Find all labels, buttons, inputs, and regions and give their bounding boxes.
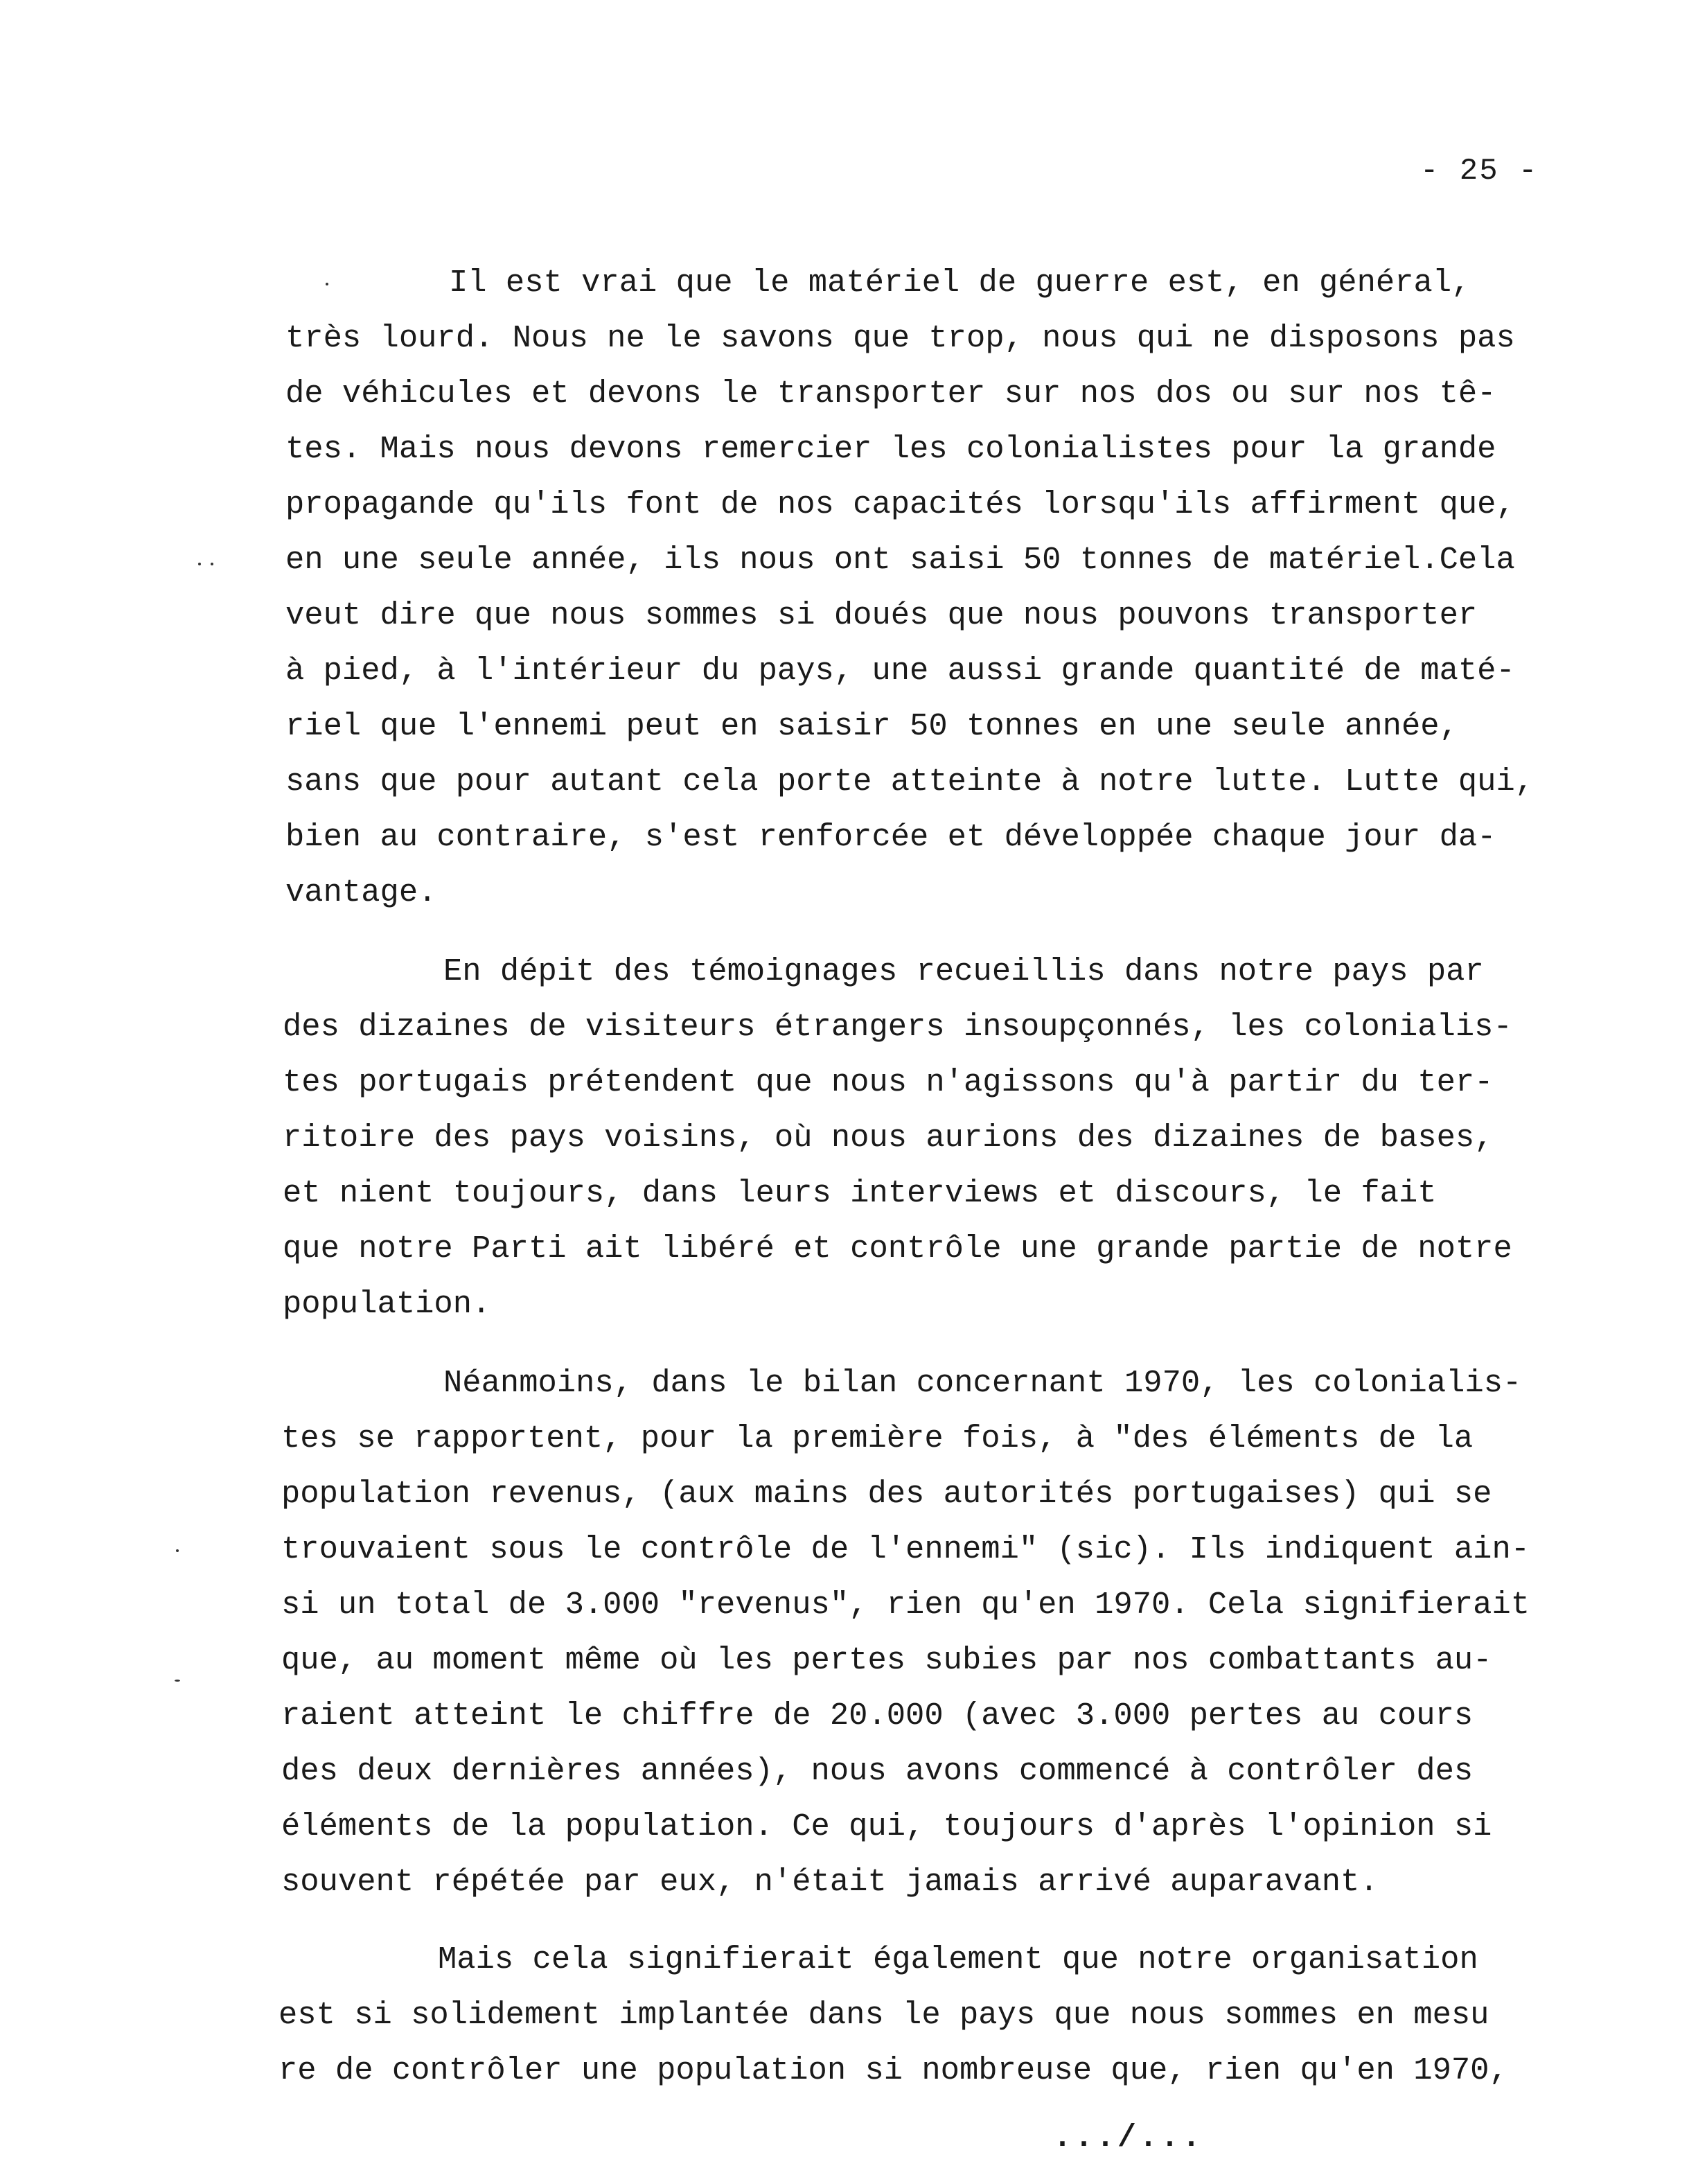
scan-speck [211, 563, 213, 565]
scan-speck [175, 1680, 180, 1682]
paragraph-2-line-4: ritoire des pays voisins, où nous aurions des dizaines de bases, [283, 1120, 1494, 1156]
paragraph-1-line-5: propagande qu'ils font de nos capacités lorsqu'ils affirment que, [285, 486, 1515, 522]
paragraph-2-line-7: population. [283, 1286, 491, 1322]
scan-speck [198, 563, 201, 565]
continuation-marker: .../... [1053, 2120, 1204, 2156]
paragraph-3-line-3: population revenus, (aux mains des autorités portugaises) qui se [281, 1476, 1492, 1512]
paragraph-2-line-6: que notre Parti ait libéré et contrôle une grande partie de notre [283, 1231, 1512, 1267]
paragraph-1-line-12: vantage. [285, 874, 437, 910]
paragraph-3-line-6: que, au moment même où les pertes subies par nos combattants au- [281, 1642, 1492, 1678]
paragraph-3-line-5: si un total de 3.000 "revenus", rien qu'en 1970. Cela signifierait [281, 1587, 1530, 1623]
scan-speck [326, 283, 328, 285]
paragraph-1-line-11: bien au contraire, s'est renforcée et développée chaque jour da- [285, 819, 1496, 855]
paragraph-3-line-1: Néanmoins, dans le bilan concernant 1970, les colonialis- [443, 1365, 1522, 1401]
paragraph-3-line-4: trouvaient sous le contrôle de l'ennemi" (sic). Ils indiquent ain- [281, 1531, 1530, 1567]
paragraph-2-line-3: tes portugais prétendent que nous n'agissons qu'à partir du ter- [283, 1064, 1494, 1100]
scan-speck [176, 1549, 179, 1552]
paragraph-4-line-3: re de contrôler une population si nombreuse que, rien qu'en 1970, [278, 2052, 1508, 2088]
paragraph-3-line-7: raient atteint le chiffre de 20.000 (avec 3.000 pertes au cours [281, 1698, 1474, 1734]
paragraph-1-line-6: en une seule année, ils nous ont saisi 50 tonnes de matériel.Cela [285, 542, 1515, 578]
paragraph-1-line-8: à pied, à l'intérieur du pays, une aussi grande quantité de maté- [285, 653, 1515, 689]
paragraph-1-line-3: de véhicules et devons le transporter sur nos dos ou sur nos tê- [285, 376, 1496, 412]
paragraph-1-line-9: riel que l'ennemi peut en saisir 50 tonnes en une seule année, [285, 708, 1458, 744]
paragraph-1-line-7: veut dire que nous sommes si doués que nous pouvons transporter [285, 597, 1478, 633]
paragraph-3-line-9: éléments de la population. Ce qui, toujours d'après l'opinion si [281, 1808, 1492, 1844]
paragraph-4-line-2: est si solidement implantée dans le pays que nous sommes en mesu [278, 1997, 1489, 2033]
paragraph-2-line-2: des dizaines de visiteurs étrangers insoupçonnés, les colonialis- [283, 1009, 1512, 1045]
paragraph-3-line-2: tes se rapportent, pour la première fois, à "des éléments de la [281, 1420, 1474, 1456]
paragraph-2-line-5: et nient toujours, dans leurs interviews et discours, le fait [283, 1175, 1437, 1211]
paragraph-2-line-1: En dépit des témoignages recueillis dans notre pays par [443, 953, 1484, 989]
paragraph-4-line-1: Mais cela signifierait également que notre organisation [438, 1941, 1478, 1978]
paragraph-1-line-2: très lourd. Nous ne le savons que trop, nous qui ne disposons pas [285, 320, 1515, 356]
paragraph-1-line-10: sans que pour autant cela porte atteinte à notre lutte. Lutte qui, [285, 764, 1534, 800]
paragraph-1-line-4: tes. Mais nous devons remercier les colonialistes pour la grande [285, 431, 1496, 467]
page-number: - 25 - [1420, 154, 1539, 188]
paragraph-1-line-1: Il est vrai que le matériel de guerre est, en général, [449, 265, 1471, 301]
paragraph-3-line-10: souvent répétée par eux, n'était jamais arrivé auparavant. [281, 1864, 1379, 1900]
paragraph-3-line-8: des deux dernières années), nous avons commencé à contrôler des [281, 1753, 1474, 1789]
